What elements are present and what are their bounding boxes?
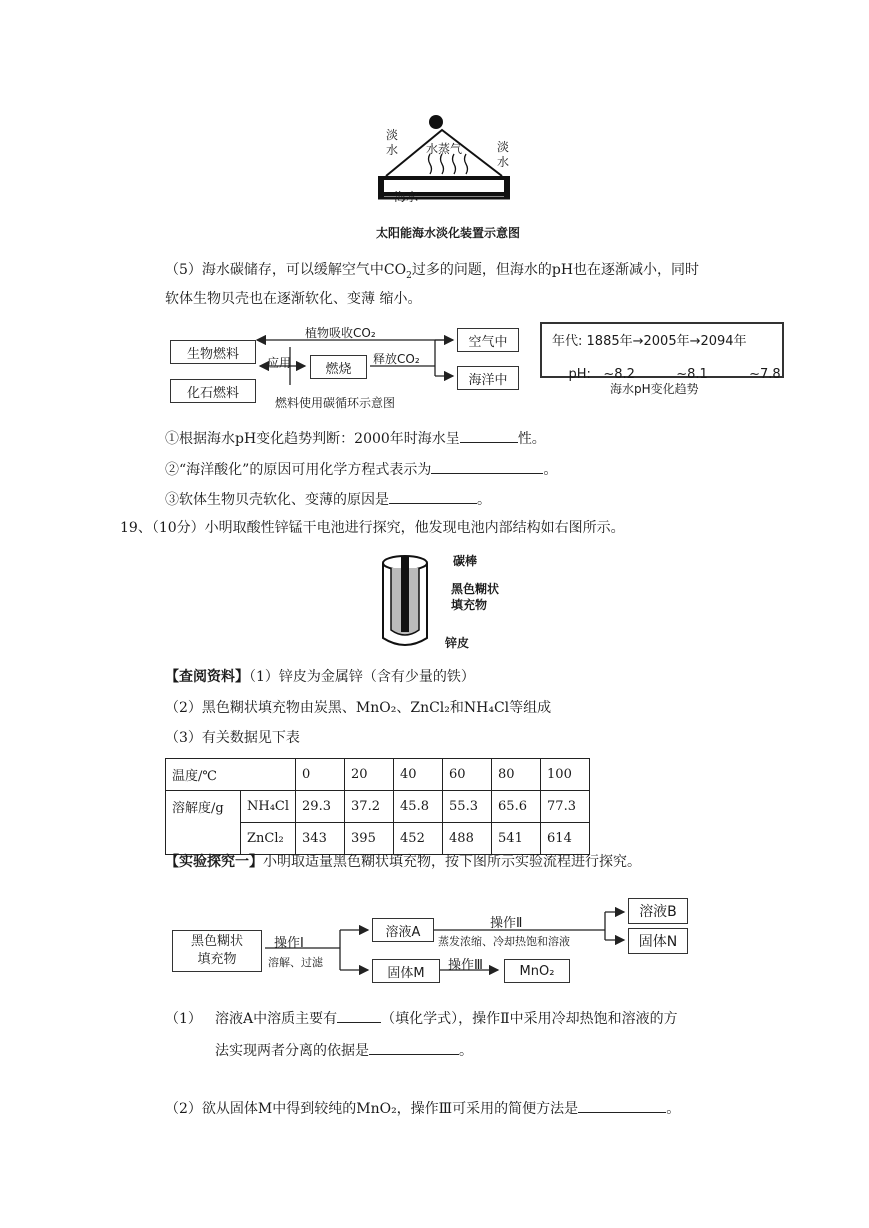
battery-figure <box>375 548 525 658</box>
ref-line-2: （2）黑色糊状填充物由炭黑、MnO₂、ZnCl₂和NH₄Cl等组成 <box>165 700 552 716</box>
experiment-flow-figure <box>170 890 700 995</box>
solution-b-box: 溶液B <box>628 898 688 924</box>
value-cell: 65.6 <box>492 791 541 823</box>
q5-intro-a: （5）海水碳储存，可以缓解空气中 <box>165 262 384 278</box>
plant-absorb-label: 植物吸收CO₂ <box>305 326 376 340</box>
solid-m-box: 固体M <box>372 959 440 983</box>
exp-text: 小明取适量黑色糊状填充物，按下图所示实验流程进行探究。 <box>263 854 641 870</box>
value-cell: 541 <box>492 823 541 855</box>
value-cell: 55.3 <box>443 791 492 823</box>
sq1-line1 <box>165 1008 678 1029</box>
value-cell: 488 <box>443 823 492 855</box>
sq2-text: （2）欲从固体M中得到较纯的MnO₂，操作Ⅲ可采用的简便方法是 <box>165 1101 579 1117</box>
solar-caption: 太阳能海水淡化装置示意图 <box>376 226 521 240</box>
q5-sub3-text: ③软体生物贝壳软化、变薄的原因是 <box>165 492 389 508</box>
op2-sub-label: 蒸发浓缩、冷却热饱和溶液 <box>438 935 570 948</box>
mno2-box: MnO₂ <box>504 959 570 983</box>
filler-label-2: 填充物 <box>451 598 488 612</box>
q5-sub1-end: 性。 <box>517 431 546 447</box>
op2-label: 操作Ⅱ <box>490 916 523 931</box>
filler-label-1: 黑色糊状 <box>451 582 500 596</box>
substance-cell: NH₄Cl <box>241 791 296 823</box>
value-cell: 343 <box>296 823 345 855</box>
ph-label: pH: <box>568 367 591 382</box>
carbon-cycle-caption: 燃料使用碳循环示意图 <box>275 396 396 410</box>
ph-caption: 海水pH变化趋势 <box>610 382 699 396</box>
fresh-water-left-label: 淡水 <box>386 128 399 157</box>
air-box: 空气中 <box>457 328 519 352</box>
answer-blank-3[interactable] <box>389 489 477 504</box>
black-filler-box <box>172 930 262 972</box>
sq1-number: （1） <box>165 1011 202 1027</box>
ref-line-3: （3）有关数据见下表 <box>165 730 300 746</box>
op3-label: 操作Ⅲ <box>448 958 483 973</box>
sq2-end: 。 <box>666 1101 681 1117</box>
sq1-line2 <box>215 1040 473 1061</box>
temp-header-cell: 温度/℃ <box>166 759 296 791</box>
answer-blank-1[interactable] <box>460 428 518 443</box>
q5-intro-line2: 软体生物贝壳也在逐渐软化、变薄 缩小。 <box>165 291 422 307</box>
value-cell: 45.8 <box>394 791 443 823</box>
ref-title: 【查阅资料】 <box>165 669 249 685</box>
burn-box: 燃烧 <box>310 355 367 379</box>
sq1-text-a: 溶液A中溶质主要有 <box>215 1011 338 1027</box>
value-cell: 614 <box>541 823 590 855</box>
apply-label: 应用 <box>267 356 292 370</box>
sq1-end: 。 <box>459 1043 473 1059</box>
temp-cell: 100 <box>541 759 590 791</box>
release-co2-label: 释放CO₂ <box>373 352 420 366</box>
vapor-label: 水蒸气 <box>426 142 463 156</box>
answer-blank-6[interactable] <box>578 1098 666 1113</box>
q5-sub1-text: ①根据海水pH变化趋势判断：2000年时海水呈 <box>165 431 460 447</box>
substance-cell: ZnCl₂ <box>241 823 296 855</box>
co2-formula: CO <box>383 262 407 278</box>
answer-blank-2[interactable] <box>431 459 543 474</box>
q5-intro-line1: （5）海水碳储存，可以缓解空气中$CO_2$过多的问题，但海水的pH也在逐渐减小，同时 <box>165 262 700 281</box>
fossil-fuel-box: 化石燃料 <box>170 379 256 403</box>
answer-blank-4[interactable] <box>337 1008 381 1023</box>
years-text: 1885年→2005年→2094年 <box>586 334 747 349</box>
sq1-text-c: 法实现两者分离的依据是 <box>215 1043 369 1059</box>
temp-cell: 60 <box>443 759 492 791</box>
exp-title: 【实验探究一】 <box>165 854 263 870</box>
value-cell: 77.3 <box>541 791 590 823</box>
q5-sub3-end: 。 <box>477 492 491 508</box>
solid-n-box: 固体N <box>628 928 688 954</box>
era-row <box>552 330 747 349</box>
seawater-label: 海水 <box>394 190 419 204</box>
battery-drawing <box>375 548 455 653</box>
sq1-text-b: （填化学式），操作Ⅱ中采用冷却热饱和溶液的方 <box>381 1011 678 1027</box>
table-row <box>166 759 590 791</box>
era-label: 年代: <box>552 334 583 349</box>
op1-sub-label: 溶解、过滤 <box>268 956 323 969</box>
ph-trend-figure <box>540 322 786 397</box>
q5-sub2-text: ②“海洋酸化”的原因可用化学方程式表示为 <box>165 462 432 478</box>
ref-line-1 <box>165 667 475 687</box>
ph-values-text: ~8.2 ~8.1 ~7.8 <box>603 367 781 382</box>
sq2-line <box>165 1098 680 1119</box>
q19-header: 19、（10分）小明取酸性锌锰干电池进行探究，他发现电池内部结构如右图所示。 <box>120 520 625 536</box>
temp-cell: 0 <box>296 759 345 791</box>
value-cell: 395 <box>345 823 394 855</box>
carbon-rod-label: 碳棒 <box>453 554 478 568</box>
ref1-text: （1）锌皮为金属锌（含有少量的铁） <box>249 669 475 685</box>
carbon-cycle-figure <box>165 320 525 415</box>
solubility-table <box>165 758 590 855</box>
ocean-box: 海洋中 <box>457 366 519 390</box>
sun-icon <box>429 115 443 129</box>
solubility-label-cell: 溶解度/g <box>166 791 241 855</box>
zinc-label: 锌皮 <box>445 636 470 650</box>
op1-label: 操作Ⅰ <box>274 936 304 951</box>
q5-sub3 <box>165 489 491 510</box>
black-filler-text-1: 黑色糊状 <box>190 934 243 949</box>
value-cell: 452 <box>394 823 443 855</box>
answer-blank-5[interactable] <box>369 1040 459 1055</box>
black-filler-text-2: 填充物 <box>197 952 237 967</box>
temp-cell: 20 <box>345 759 394 791</box>
value-cell: 37.2 <box>345 791 394 823</box>
bio-fuel-box: 生物燃料 <box>170 340 256 364</box>
value-cell: 29.3 <box>296 791 345 823</box>
solar-desalination-figure <box>370 108 530 243</box>
q5-sub1 <box>165 428 546 449</box>
q5-sub2-end: 。 <box>543 462 558 478</box>
exp-line <box>165 852 641 872</box>
solution-a-box: 溶液A <box>372 918 434 942</box>
q5-sub2 <box>165 459 557 480</box>
temp-cell: 40 <box>394 759 443 791</box>
temp-cell: 80 <box>492 759 541 791</box>
table-row <box>166 791 590 823</box>
q5-intro-b: 过多的问题，但海水的pH也在逐渐减小，同时 <box>411 262 700 278</box>
fresh-water-right-label: 淡水 <box>497 140 510 169</box>
